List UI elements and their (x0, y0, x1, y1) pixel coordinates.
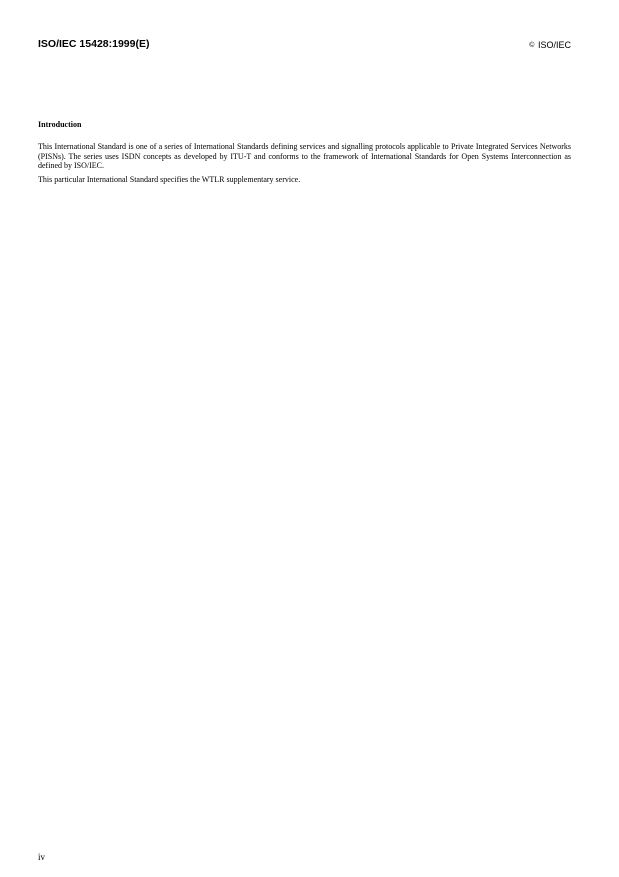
copyright-holder: ISO/IEC (537, 40, 571, 50)
copyright-icon: © (529, 42, 535, 49)
section-title: Introduction (38, 120, 82, 129)
introduction-paragraph: This International Standard is one of a series of International Standards defining services and signalling protocols applicable to Private Integrated Services Networks (PISNs). The series uses ISDN concepts as developed by ITU-T and conforms to the framework of International Standards for Open Systems Interconnection as defined by ISO/IEC. (38, 142, 571, 171)
introduction-section (38, 120, 571, 188)
page-number: iv (38, 852, 46, 862)
introduction-paragraph: This particular International Standard specifies the WTLR supplementary service. (38, 174, 301, 184)
document-id-header: ISO/IEC 15428:1999(E) (38, 38, 150, 50)
copyright-header (529, 39, 571, 52)
